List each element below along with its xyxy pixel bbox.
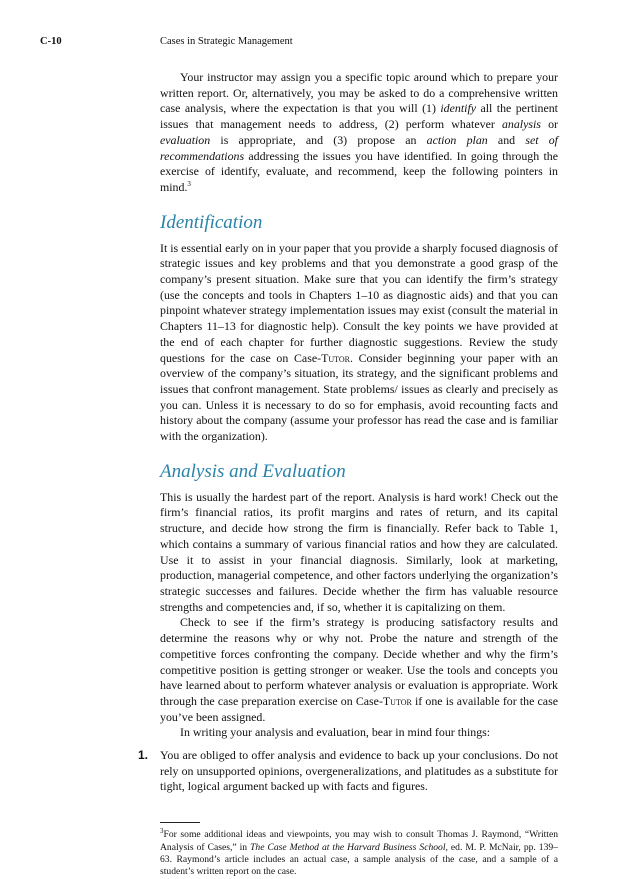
footnote: $^3$For some additional ideas and viewpoints, you may wish to consult Thomas J. Raymond, “Written Analysis of Cases,” in The Case Method at the Harvard Business School, ed. M. P. McNair, pp. 139–63. Raymond’s article includes an actual case, a sample analysis of the case, and a sample of a student’s written report on the case. xyxy=(160,826,558,878)
analysis-paragraph-2: Check to see if the firm’s strategy is producing satisfactory results and determine the reasons why or why not. Probe the nature and strength of the competitive forces confronting the company. Decide whether and why the firm’s competitive position is getting stronger or weaker. Use the tools and concepts you have learned about to perform whatever analysis or evaluation is appropriate. Work through the case preparation exercise on Case-Tutor if one is available for the case you’ve been assigned. xyxy=(160,615,558,724)
analysis-paragraph-1: This is usually the hardest part of the report. Analysis is hard work! Check out the firm’s financial ratios, its profit margins and rates of return, and its capital structure, and decide how strong the firm is financially. Refer back to Table 1, which contains a summary of various financial ratios and how they are calculated. Use it to assist in your financial diagnosis. Similarly, look at marketing, production, managerial competence, and other factors underlying the organization’s strategic successes and failures. Decide whether the firm has valuable resource strengths and competencies and, if so, whether it is capitalizing on them. xyxy=(160,489,558,614)
footnote-divider xyxy=(160,822,200,823)
list-item xyxy=(138,748,558,795)
intro-paragraph: Your instructor may assign you a specific topic around which to prepare your written report. Or, alternatively, you may be asked to do a comprehensive written case analysis, where the expectation is that you will (1) identify all the pertinent issues that management needs to address, (2) perform whatever analysis or evaluation is appropriate, and (3) propose an action plan and set of recommendations addressing the issues you have identified. In going through the exercise of identify, evaluate, and recommend, keep the following pointers in mind.$^3$ xyxy=(160,70,558,194)
section-heading-analysis: Analysis and Evaluation xyxy=(160,460,346,482)
list-item-number: 1. xyxy=(138,748,149,763)
page-number: C-10 xyxy=(40,36,62,47)
analysis-paragraph-3: In writing your analysis and evaluation, bear in mind four things: xyxy=(180,725,491,740)
section-heading-identification: Identification xyxy=(160,211,263,233)
running-head: Cases in Strategic Management xyxy=(160,36,293,47)
page-header xyxy=(40,36,598,52)
page-body xyxy=(138,70,558,879)
identification-paragraph: It is essential early on in your paper that you provide a sharply focused diagnosis of strategic issues and key problems and that you demonstrate a good grasp of the company’s present situation. Make sure that you can identify the firm’s strategy (use the concepts and tools in Chapters 1–10 as diagnostic aids) and that you can pinpoint whatever strategy implementation issues may exist (consult the material in Chapters 11–13 for diagnostic help). Consult the key points we have provided at the end of each chapter for further diagnostic suggestions. Review the study questions for the case on Case-Tutor. Consider beginning your paper with an overview of the company’s situation, its strategy, and the significant problems and issues that confront management. State problems/ issues as clearly and precisely as you can. Unless it is necessary to do so for emphasis, avoid recounting facts and history about the company (assume your professor has read the case and is familiar with the organization). xyxy=(160,240,558,444)
list-item-text: You are obliged to offer analysis and evidence to back up your conclusions. Do not rely on unsupported opinions, overgeneralizations, and platitudes as a substitute for tight, logical argument backed up with facts and figures. xyxy=(160,748,558,794)
footnote-ref: 3 xyxy=(187,179,191,188)
